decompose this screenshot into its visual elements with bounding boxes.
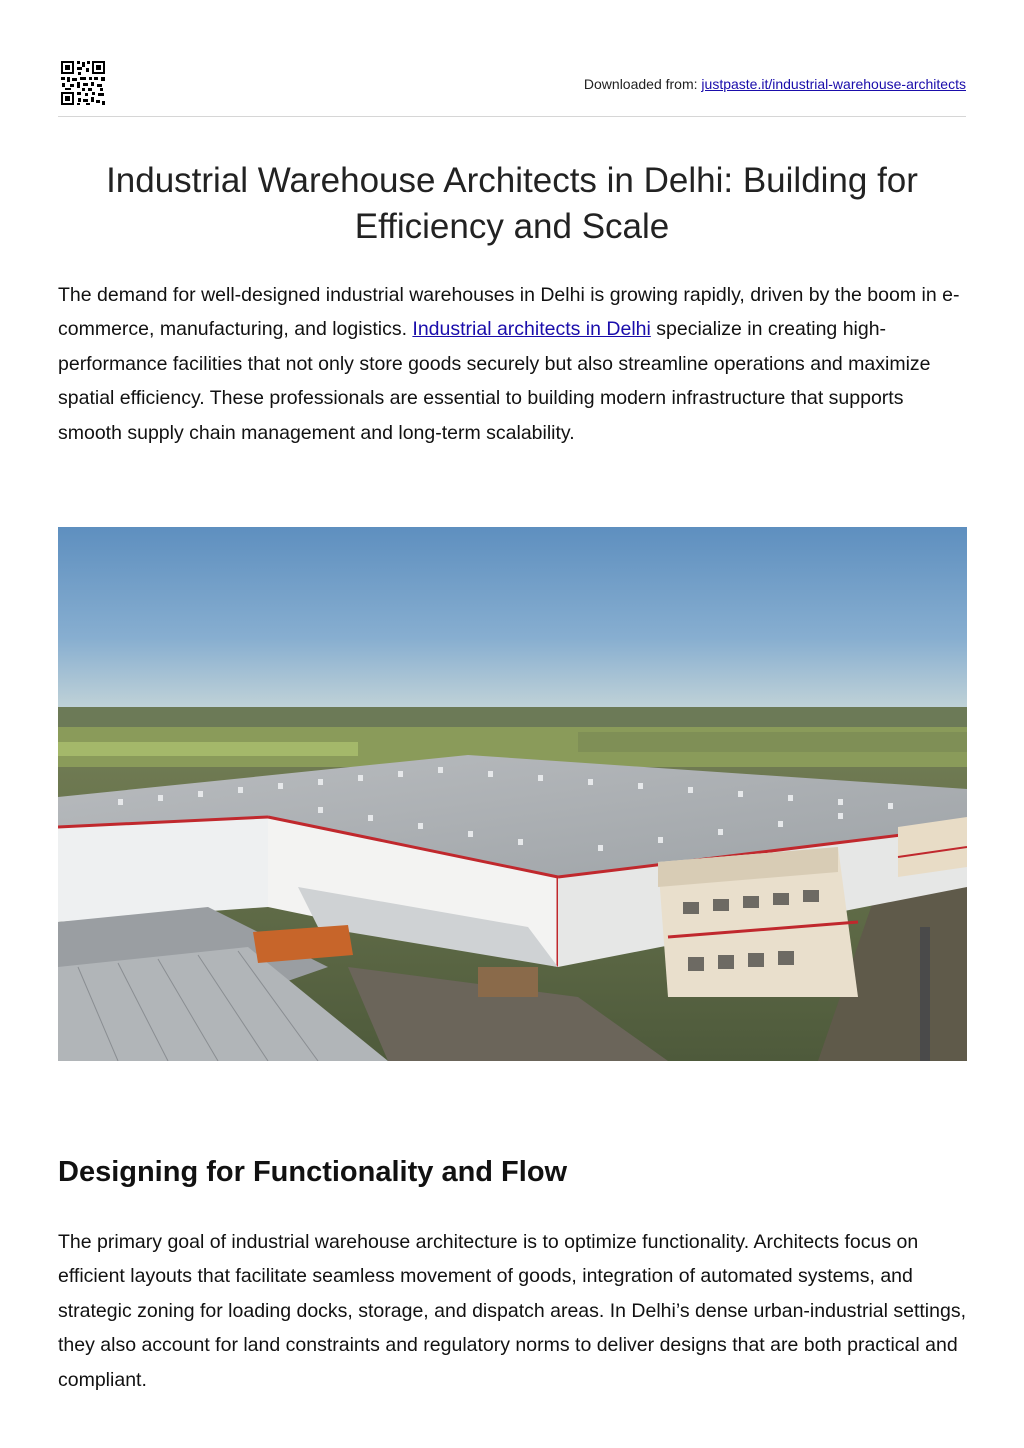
intro-text-end: specialize in creating high-performance facilities that not only store goods securely but also streamline operations and maximize spatial efficiency. These professionals are essential to building modern infrastructure that supports smooth supply chain management and long-term scalability.: [58, 318, 931, 444]
warehouse-photo: [58, 527, 967, 1061]
industrial-architects-link[interactable]: Industrial architects in Delhi: [412, 318, 651, 341]
qr-code-icon: [60, 60, 106, 106]
section-heading: Designing for Functionality and Flow: [58, 1156, 568, 1188]
downloaded-from-line: [584, 76, 966, 92]
page-title: Industrial Warehouse Architects in Delhi: Building for Efficiency and Scale: [106, 161, 918, 246]
downloaded-label: Downloaded from:: [583, 76, 702, 92]
source-link[interactable]: justpaste.it/industrial-warehouse-architects: [701, 76, 966, 92]
page-header: [58, 60, 966, 117]
intro-paragraph: [58, 278, 968, 450]
intro-text-start: The demand for well-designed industrial warehouses in Delhi is growing rapidly, driven by the boom in e-commerce, manufacturing, and logistics.: [58, 284, 960, 341]
section-paragraph: The primary goal of industrial warehouse architecture is to optimize functionality. Architects focus on efficient layouts that facilitate seamless movement of goods, integration of automated systems, and strategic zoning for loading docks, storage, and dispatch areas. In Delhi’s dense urban-industrial settings, they also account for land constraints and regulatory norms to deliver designs that are both practical and compliant.: [58, 1231, 966, 1391]
